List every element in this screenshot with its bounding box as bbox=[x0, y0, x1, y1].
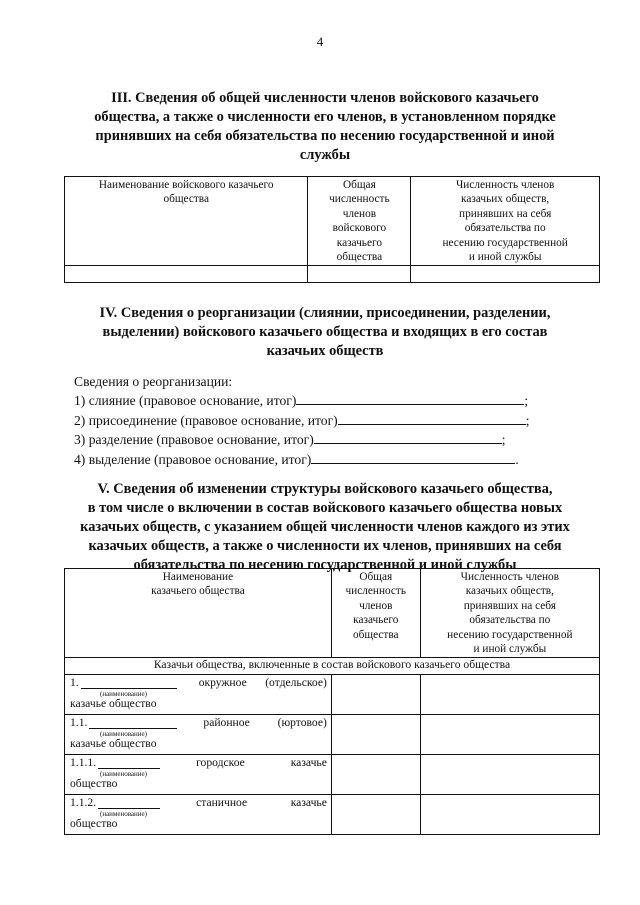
empty-cell[interactable] bbox=[308, 266, 411, 283]
fill-in-line[interactable] bbox=[311, 451, 515, 464]
section-5-heading: V. Сведения об изменении структуры войскового казачьего общества, в том числе о включении в состав войскового казачьего общества новых казачьих обществ, с указанием общей численности членов каждого из этих казачьих обществ, а также о численности их членов, принявших на себя обязательства по несению государственной и иной службы bbox=[80, 481, 570, 573]
reorganization-list bbox=[74, 372, 574, 469]
empty-cell[interactable] bbox=[65, 266, 308, 283]
section-3-heading: III. Сведения об общей численности членов войскового казачьего общества, а также о численности его членов, в установленном порядке принявших на себя обязательства по несению государственной и иной службы bbox=[94, 90, 556, 163]
list-item: 1) слияние (правовое основание, итог) ; bbox=[74, 393, 529, 409]
section-5-table bbox=[64, 568, 600, 835]
table-row bbox=[65, 755, 600, 795]
table-row bbox=[65, 715, 600, 755]
fill-in-line[interactable] bbox=[338, 412, 526, 425]
list-item: 2) присоединение (правовое основание, итог) ; bbox=[74, 412, 530, 428]
fill-in-line[interactable] bbox=[314, 431, 502, 444]
empty-cell[interactable] bbox=[420, 795, 599, 835]
table-row bbox=[65, 675, 600, 715]
table-row bbox=[65, 795, 600, 835]
empty-cell[interactable] bbox=[331, 795, 420, 835]
page-number: 4 bbox=[316, 34, 324, 49]
table-row bbox=[65, 266, 600, 283]
empty-cell[interactable] bbox=[331, 755, 420, 795]
empty-cell[interactable] bbox=[331, 715, 420, 755]
empty-cell[interactable] bbox=[411, 266, 600, 283]
section-4-heading: IV. Сведения о реорганизации (слиянии, присоединении, разделении, выделении) войскового казачьего общества и входящих в его состав казачьих обществ bbox=[99, 305, 551, 359]
table-section-row bbox=[65, 658, 600, 675]
reorganization-intro: Сведения о реорганизации: bbox=[74, 374, 233, 389]
col-service-header: Численность членов казачьих обществ, принявших на себя обязательства по несению государственной и иной службы bbox=[411, 177, 600, 266]
empty-cell[interactable] bbox=[420, 675, 599, 715]
col-name-header: Наименование войскового казачьего общества bbox=[65, 177, 308, 266]
society-name-cell[interactable]: 1.1.1. городское казачье (наименование) общество bbox=[65, 755, 332, 795]
list-item: 4) выделение (правовое основание, итог) . bbox=[74, 451, 519, 467]
society-name-cell[interactable]: 1. окружное (отдельское) (наименование) казачье общество bbox=[65, 675, 332, 715]
society-name-cell[interactable]: 1.1. районное (юртовое) (наименование) казачье общество bbox=[65, 715, 332, 755]
empty-cell[interactable] bbox=[420, 755, 599, 795]
empty-cell[interactable] bbox=[420, 715, 599, 755]
empty-cell[interactable] bbox=[331, 675, 420, 715]
included-societies-label: Казачьи общества, включенные в состав войскового казачьего общества bbox=[65, 658, 600, 675]
fill-in-line[interactable] bbox=[296, 392, 524, 405]
society-name-cell[interactable]: 1.1.2. станичное казачье (наименование) общество bbox=[65, 795, 332, 835]
table-header-row bbox=[65, 569, 600, 658]
list-item: 3) разделение (правовое основание, итог) ; bbox=[74, 432, 506, 448]
section-3-table bbox=[64, 176, 600, 283]
col-service-header: Численность членов казачьих обществ, принявших на себя обязательства по несению государственной и иной службы bbox=[420, 569, 599, 658]
table-header-row bbox=[65, 177, 600, 266]
col-name-header: Наименование казачьего общества bbox=[65, 569, 332, 658]
col-total-header: Общая численность членов казачьего общества bbox=[331, 569, 420, 658]
col-total-header: Общая численность членов войскового казачьего общества bbox=[308, 177, 411, 266]
